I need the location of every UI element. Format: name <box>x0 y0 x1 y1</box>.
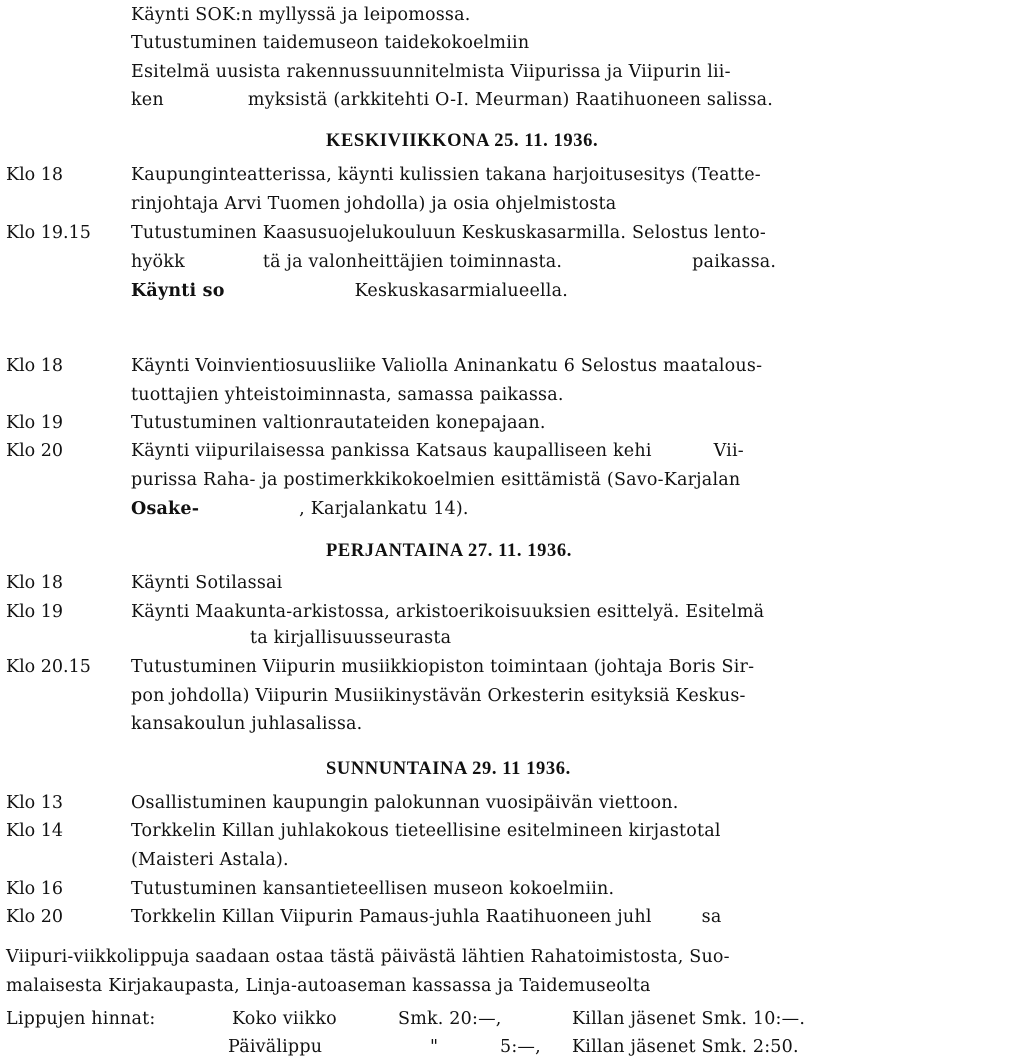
fri-event-2-line-1: Käynti Maakunta-arkistossa, arkistoerikoisuuksien esittelyä. Esitelmä <box>131 602 765 622</box>
fri-event-3-line-1: Tutustuminen Viipurin musiikkiopiston toimintaan (johtaja Boris Sir- <box>131 657 755 677</box>
fri-event-2-line-2: ta kirjallisuusseurasta <box>250 628 452 648</box>
thu-event-1-line-1: Käynti Voinvientiosuusliike Valiolla Aninankatu 6 Selostus maatalous- <box>131 356 763 376</box>
wed-event-2-line-3-end: Keskuskasarmialueella. <box>354 281 569 301</box>
wed-event-2-line-2-mid: tä ja valonheittäjien toiminnasta. <box>262 252 563 272</box>
thu-event-2-time: Klo 19 <box>6 413 64 433</box>
footer-line-1: Viipuri-viikkolippuja saadaan ostaa tästä päivästä lähtien Rahatoimistosta, Suo- <box>6 947 730 967</box>
day-ticket-member-price: Killan jäsenet Smk. 2:50. <box>572 1037 799 1057</box>
fri-event-1-line-1: Käynti Sotilassai <box>131 573 283 593</box>
thu-event-3-line-2: purissa Raha- ja postimerkkikokoelmien esittämistä (Savo-Karjalan <box>131 470 741 490</box>
sun-event-4-time: Klo 20 <box>6 907 64 927</box>
wed-event-2-line-2 <box>131 251 776 273</box>
day-ticket-label: Päivälippu <box>228 1037 323 1057</box>
heading-sunday: SUNNUNTAINA 29. 11 1936. <box>326 759 571 779</box>
wed-event-2-line-2-start: hyökk <box>131 252 185 272</box>
wed-event-2-time: Klo 19.15 <box>6 223 91 243</box>
fri-event-1-time: Klo 18 <box>6 573 64 593</box>
heading-friday: PERJANTAINA 27. 11. 1936. <box>326 541 572 561</box>
week-ticket-member-price: Killan jäsenet Smk. 10:—. <box>572 1009 806 1029</box>
thu-event-3-line-1-start: Käynti viipurilaisessa pankissa Katsaus kaupalliseen kehi <box>131 441 652 461</box>
sun-event-3-line-1: Tutustuminen kansantieteellisen museon kokoelmiin. <box>131 879 615 899</box>
wed-event-2-line-1: Tutustuminen Kaasusuojelukouluun Keskuskasarmilla. Selostus lento- <box>131 223 766 243</box>
ticket-prices-label: Lippujen hinnat: <box>6 1009 156 1029</box>
sun-event-4-line-1 <box>131 906 721 928</box>
sun-event-4-line-1-end: sa <box>701 907 722 927</box>
sun-event-4-line-1-start: Torkkelin Killan Viipurin Pamaus-juhla Raatihuoneen juhl <box>131 907 652 927</box>
sun-event-2-line-2: (Maisteri Astala). <box>131 850 289 870</box>
day-ticket-price: 5:—, <box>500 1037 541 1057</box>
thu-event-1-time: Klo 18 <box>6 356 64 376</box>
heading-wednesday: KESKIVIIKKONA 25. 11. 1936. <box>326 131 599 151</box>
thu-event-3-line-1 <box>131 440 744 462</box>
fri-event-2-time: Klo 19 <box>6 602 64 622</box>
fri-event-3-line-2: pon johdolla) Viipurin Musiikinystävän Orkesterin esityksiä Keskus- <box>131 686 746 706</box>
top-line-3: Esitelmä uusista rakennussuunnitelmista Viipurissa ja Viipurin lii- <box>131 62 731 82</box>
day-ticket-ditto: " <box>430 1037 439 1057</box>
sun-event-1-line-1: Osallistuminen kaupungin palokunnan vuosipäivän viettoon. <box>131 793 679 813</box>
top-line-1: Käynti SOK:n myllyssä ja leipomossa. <box>131 5 471 25</box>
thu-event-3-line-3 <box>131 498 469 520</box>
thu-event-2-line-1: Tutustuminen valtionrautateiden konepajaan. <box>131 413 546 433</box>
wed-event-1-line-1: Kaupunginteatterissa, käynti kulissien takana harjoitusesitys (Teatte- <box>131 165 761 185</box>
wed-event-1-time: Klo 18 <box>6 165 64 185</box>
thu-event-3-time: Klo 20 <box>6 441 64 461</box>
sun-event-1-time: Klo 13 <box>6 793 64 813</box>
top-line-4 <box>131 89 773 111</box>
thu-event-3-line-3-end: , Karjalankatu 14). <box>299 499 469 519</box>
thu-event-3-line-3-start: Osake- <box>131 499 200 519</box>
wed-event-2-line-3 <box>131 280 568 302</box>
wed-event-2-line-3-start: Käynti so <box>131 281 225 301</box>
top-line-4-start: ken <box>131 90 164 110</box>
wed-event-1-line-2: rinjohtaja Arvi Tuomen johdolla) ja osia ohjelmistosta <box>131 194 617 214</box>
wed-event-2-line-2-end: paikassa. <box>692 252 777 272</box>
thu-event-3-line-1-end: Vii- <box>713 441 744 461</box>
sun-event-2-time: Klo 14 <box>6 821 64 841</box>
sun-event-2-line-1: Torkkelin Killan juhlakokous tieteellisine esitelmineen kirjastotal <box>131 821 721 841</box>
fri-event-3-line-3: kansakoulun juhlasalissa. <box>131 714 363 734</box>
top-line-4-end: myksistä (arkkitehti O-I. Meurman) Raatihuoneen salissa. <box>247 90 774 110</box>
week-ticket-price: Smk. 20:—, <box>398 1009 502 1029</box>
week-ticket-label: Koko viikko <box>232 1009 337 1029</box>
top-line-2: Tutustuminen taidemuseon taidekokoelmiin <box>131 33 530 53</box>
sun-event-3-time: Klo 16 <box>6 879 64 899</box>
thu-event-1-line-2: tuottajien yhteistoiminnasta, samassa paikassa. <box>131 385 564 405</box>
fri-event-3-time: Klo 20.15 <box>6 657 91 677</box>
footer-line-2: malaisesta Kirjakaupasta, Linja-autoaseman kassassa ja Taidemuseolta <box>6 976 651 996</box>
